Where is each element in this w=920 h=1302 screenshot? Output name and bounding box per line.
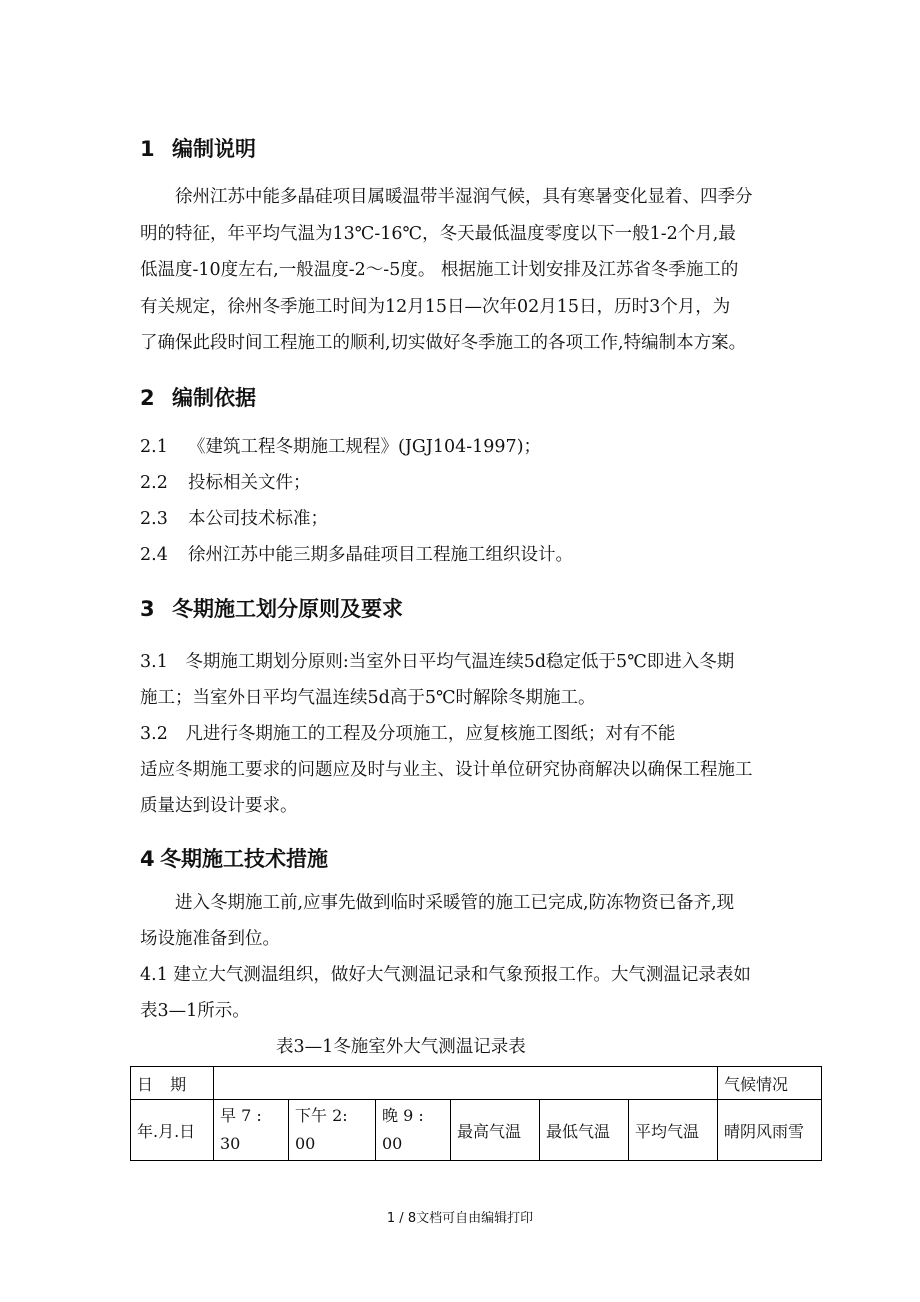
list-item (140, 433, 541, 458)
blank-header-cell (214, 1067, 718, 1100)
weather-header-cell: 气候情况 (718, 1067, 822, 1100)
list-item (140, 469, 311, 494)
time-cell-afternoon (289, 1100, 376, 1161)
paragraph-line: 质量达到设计要求。 (140, 796, 298, 816)
time-cell-morning (214, 1100, 289, 1161)
item-text: 投标相关文件； (188, 473, 311, 493)
section-number: 1 (140, 137, 155, 161)
section-number: 2 (140, 386, 155, 410)
item-text: 《建筑工程冬期施工规程》(JGJ104-1997)； (188, 437, 542, 457)
max-temp-cell: 最高气温 (451, 1100, 540, 1161)
time-label: 30 (220, 1134, 241, 1153)
paragraph-line: 4.1 建立大气测温组织，做好大气测温记录和气象预报工作。大气测温记录表如 (140, 965, 751, 985)
time-label: 00 (295, 1134, 316, 1153)
paragraph-line: 明的特征，年平均气温为13℃-16℃，冬天最低温度零度以下一般1-2个月,最 (140, 224, 736, 244)
paragraph-line: 了确保此段时间工程施工的顺利,切实做好冬季施工的各项工作,特编制本方案。 (140, 333, 747, 353)
section-1-heading (140, 133, 256, 163)
table-row (131, 1100, 822, 1161)
section-number: 4 (140, 847, 155, 871)
time-label: 下午 2: (295, 1106, 348, 1125)
page-footer: 1 / 8文档可自由编辑打印 (386, 1211, 534, 1226)
section-title: 冬期施工技术措施 (160, 847, 328, 871)
weather-condition-cell: 晴阴风雨雪 (718, 1100, 822, 1161)
section-title: 编制说明 (172, 137, 256, 161)
section-3-heading (140, 593, 403, 623)
time-label: 晚 9 : (382, 1106, 424, 1125)
list-item (140, 505, 328, 530)
item-number: 2.4 (140, 545, 168, 565)
section-4-heading (140, 843, 328, 873)
table-header-row (131, 1067, 822, 1100)
paragraph-line: 适应冬期施工要求的问题应及时与业主、设计单位研究协商解决以确保工程施工 (140, 760, 753, 780)
temperature-record-table (130, 1066, 822, 1161)
section-2-heading (140, 382, 256, 412)
item-number: 2.2 (140, 473, 168, 493)
time-label: 早 7 : (220, 1106, 262, 1125)
paragraph-line: 表3—1所示。 (140, 1001, 250, 1021)
date-header-cell: 日 期 (131, 1067, 214, 1100)
section-number: 3 (140, 597, 155, 621)
paragraph-line: 3.2 凡进行冬期施工的工程及分项施工，应复核施工图纸；对有不能 (140, 724, 676, 744)
paragraph-line: 有关规定，徐州冬季施工时间为12月15日—次年02月15日，历时3个月，为 (140, 297, 731, 317)
time-cell-evening (376, 1100, 451, 1161)
section-title: 冬期施工划分原则及要求 (172, 597, 403, 621)
item-number: 2.3 (140, 509, 168, 529)
paragraph-line: 施工；当室外日平均气温连续5d高于5℃时解除冬期施工。 (140, 688, 596, 708)
time-label: 00 (382, 1134, 403, 1153)
date-format-cell: 年.月.日 (131, 1100, 214, 1161)
avg-temp-cell: 平均气温 (629, 1100, 718, 1161)
item-number: 2.1 (140, 437, 168, 457)
paragraph-line: 3.1 冬期施工期划分原则:当室外日平均气温连续5d稳定低于5℃即进入冬期 (140, 652, 735, 672)
paragraph-line: 进入冬期施工前,应事先做到临时采暖管的施工已完成,防冻物资已备齐,现 (175, 893, 735, 913)
list-item (140, 541, 573, 566)
paragraph-line: 场设施准备到位。 (140, 929, 280, 949)
item-text: 徐州江苏中能三期多晶硅项目工程施工组织设计。 (188, 545, 573, 565)
min-temp-cell: 最低气温 (540, 1100, 629, 1161)
section-title: 编制依据 (172, 386, 256, 410)
paragraph-line: 低温度-10度左右,一般温度-2～-5度。 根据施工计划安排及江苏省冬季施工的 (140, 260, 739, 280)
item-text: 本公司技术标准； (188, 509, 328, 529)
paragraph-line: 徐州江苏中能多晶硅项目属暖温带半湿润气候，具有寒暑变化显着、四季分 (175, 187, 753, 207)
table-caption: 表3—1冬施室外大气测温记录表 (276, 1037, 526, 1057)
